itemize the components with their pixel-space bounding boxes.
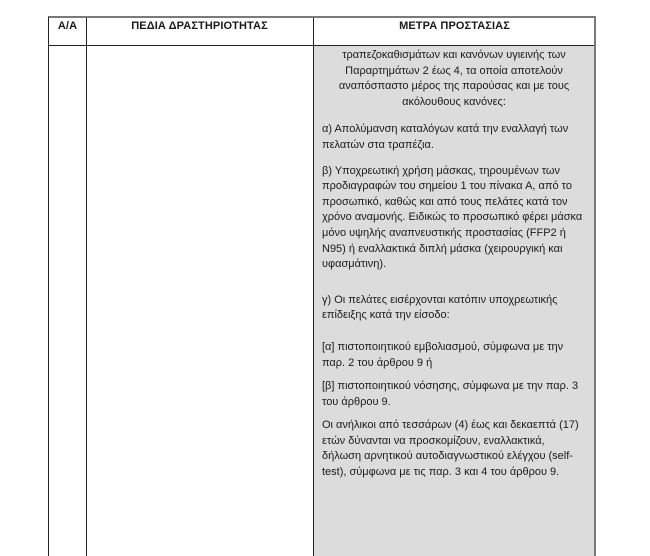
measures-paragraph-a: α) Απολύμανση καταλόγων κατά την εναλλαγή των πελατών στα τραπέζια. [322,123,569,151]
table-header-row [49,18,594,46]
measures-paragraph-b: β) Υποχρεωτική χρήση μάσκας, τηρουμένων των προδιαγραφών του σημείου 1 του πίνακα Α, από το προσωπικό, καθώς και από τους πελάτες κατά τον χρόνο αναμονής. Ειδικώς το προσωπικό φέρει μάσκα μόνο υψηλής αναπνευστικής προστασίας (FFP2 ή N95) ή εναλλακτικά διπλή μάσκα (χειρουργική και υφασμάτινη). [322,164,583,271]
measures-paragraph-intro: τραπεζοκαθισμάτων και κανόνων υγιεινής των Παραρτημάτων 2 έως 4, τα οποία αποτελούν αναπόσπαστο μέρος της παρούσας και με τους ακόλουθους κανόνες: [338,49,570,108]
measures-cell [314,46,594,556]
measures-paragraph-minors: Οι ανήλικοι από τεσσάρων (4) έως και δεκαεπτά (17) ετών δύνανται να προσκομίζουν, εναλλακτικά, δήλωση αρνητικού αυτοδιαγνωστικού ελέγχου (self-test), σύμφωνα με τις παρ. 3 και 4 του άρθρου 9. [322,419,579,479]
column-divider [86,18,87,556]
measures-item-recovery: [β] πιστοποιητικού νόσησης, σύμφωνα με την παρ. 3 του άρθρου 9. [322,380,579,408]
protection-measures-table [48,16,596,556]
header-protection-measures: ΜΕΤΡΑ ΠΡΟΣΤΑΣΙΑΣ [399,20,510,32]
header-activity-fields: ΠΕΔΙΑ ΔΡΑΣΤΗΡΙΟΤΗΤΑΣ [131,20,268,32]
header-aa: Α/Α [57,20,78,32]
measures-item-vaccination: [α] πιστοποιητικού εμβολιασμού, σύμφωνα με την παρ. 2 του άρθρου 9 ή [322,340,564,369]
measures-paragraph-c: γ) Οι πελάτες εισέρχονται κατόπιν υποχρεωτικής επίδειξης κατά την είσοδο: [322,293,558,322]
